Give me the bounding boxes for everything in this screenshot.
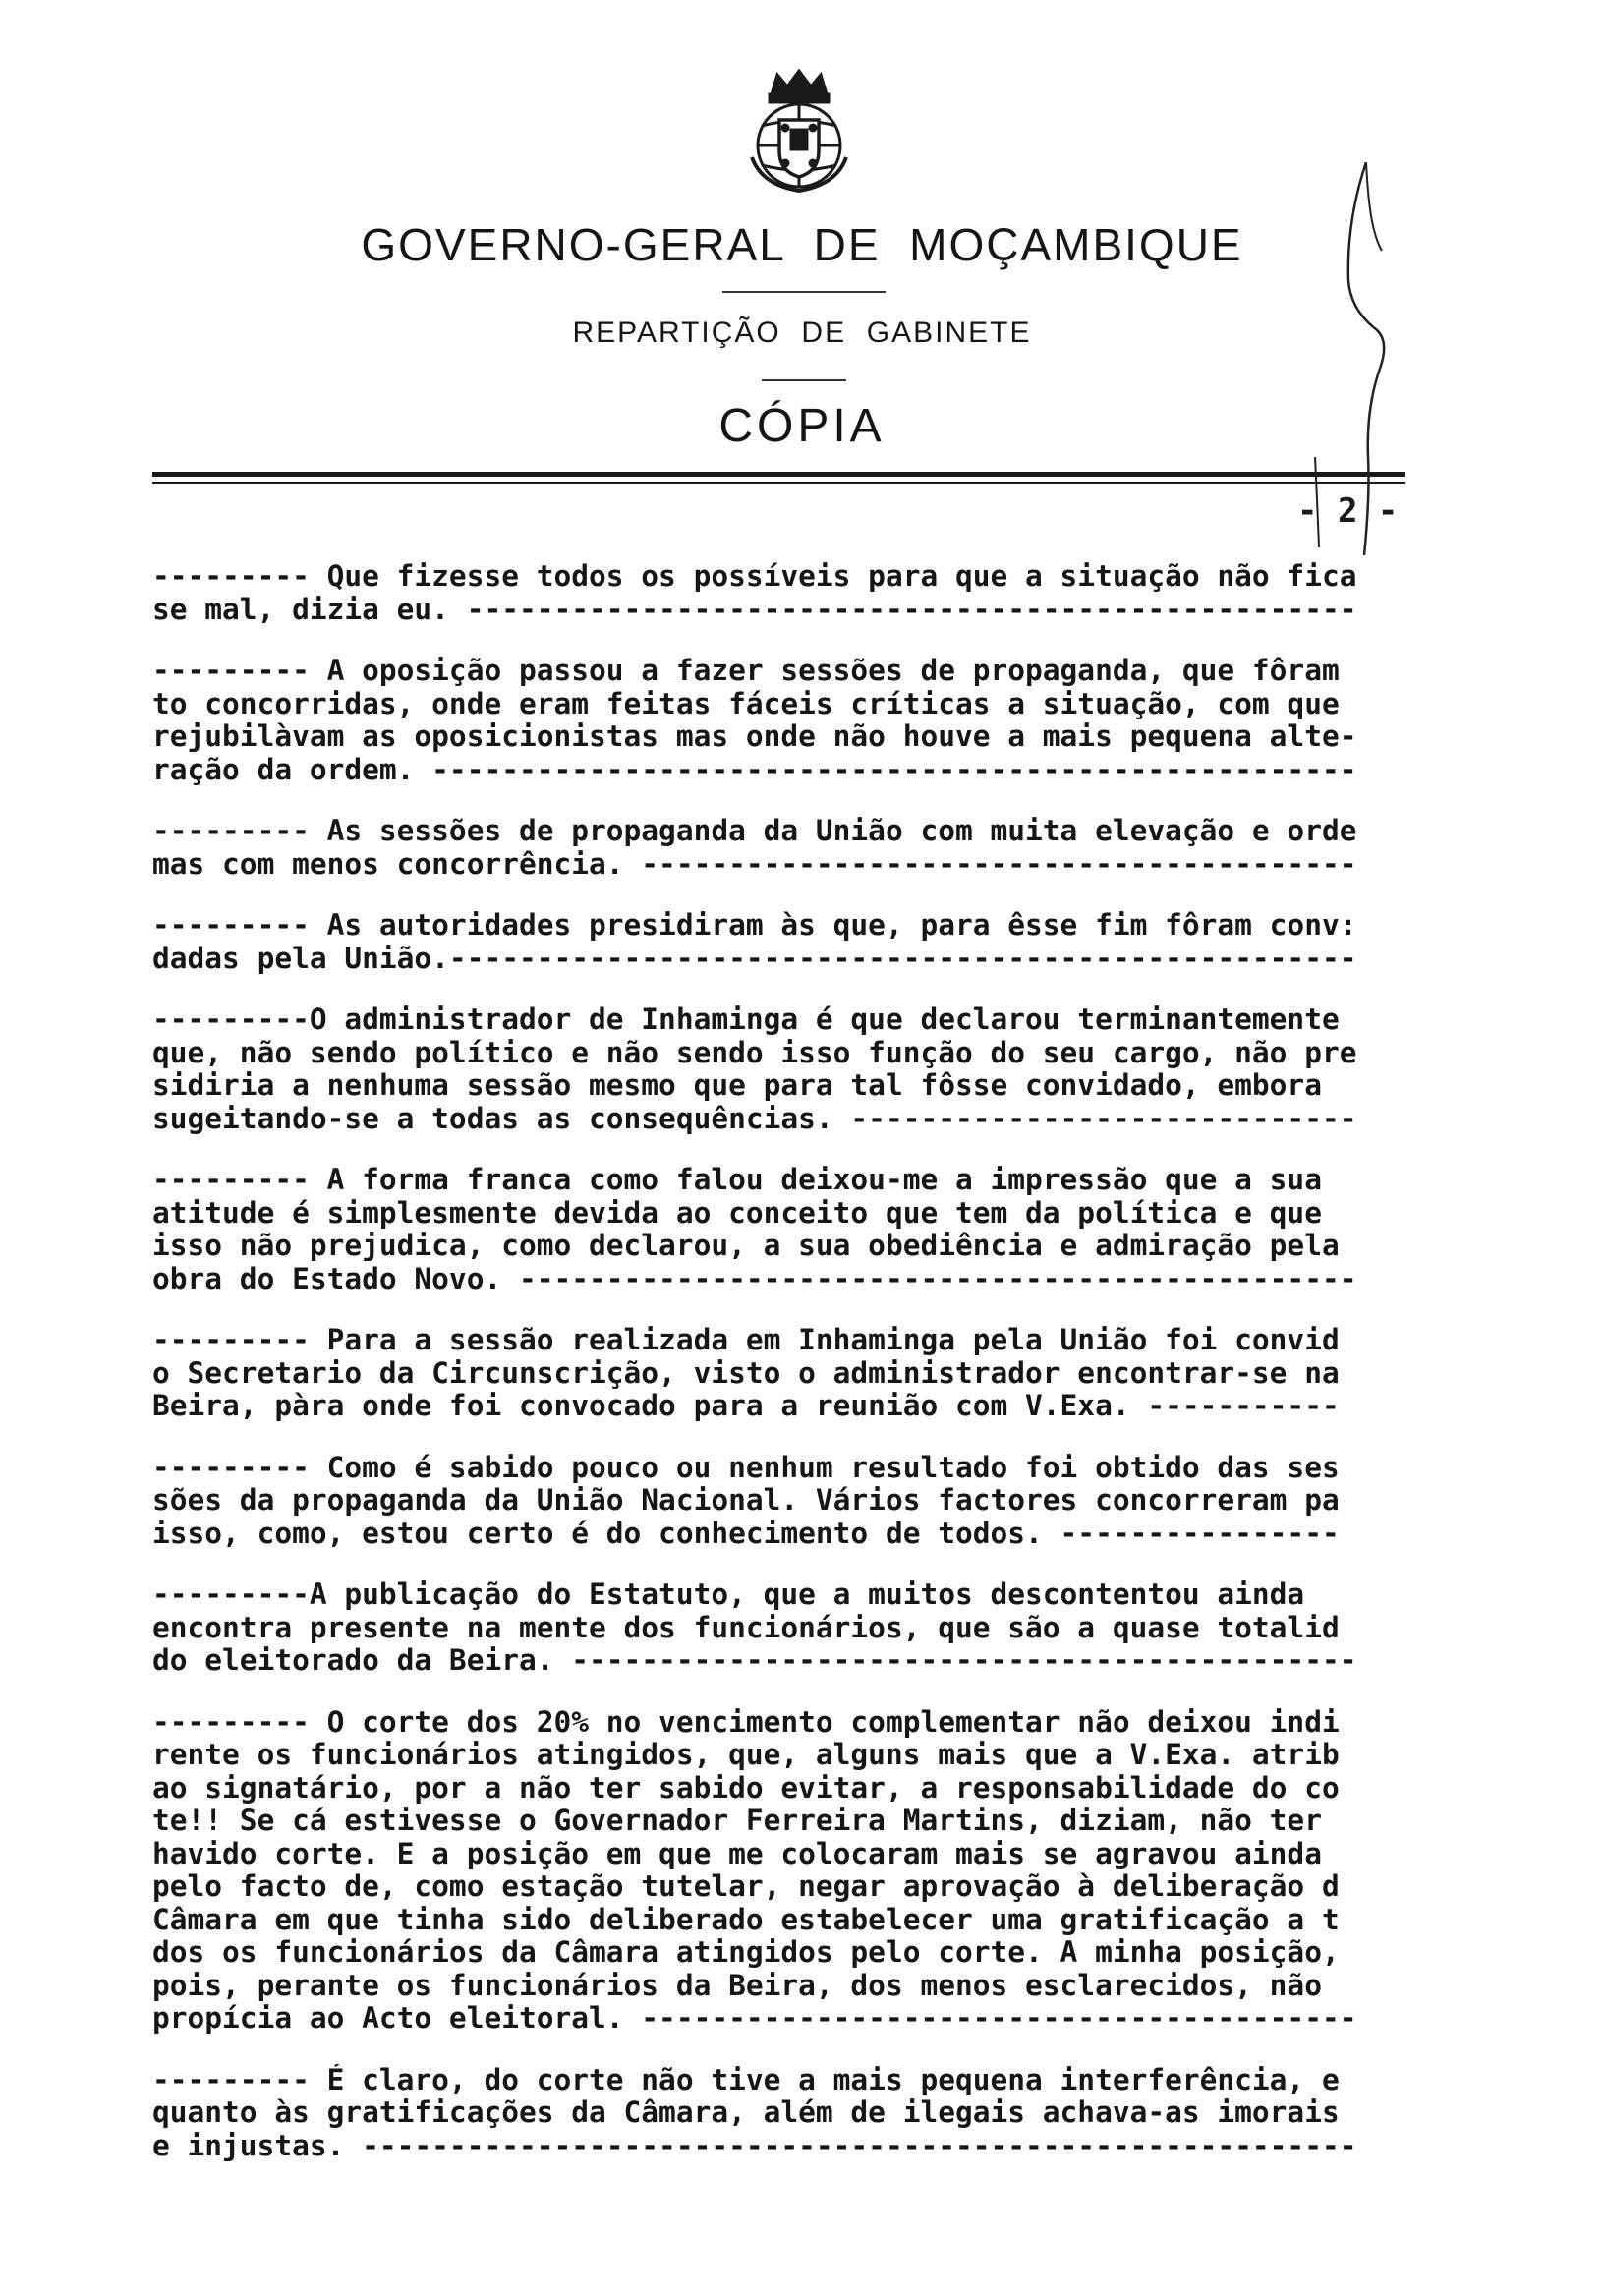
paragraph (152, 655, 1604, 786)
text-line: sugeitando-se a todas as consequências. ----------------------------- (152, 1102, 1357, 1135)
department-title: REPARTIÇÃO DE GABINETE (572, 316, 1032, 349)
text-line: isso, como, estou certo é do conhecimento de todos. ---------------- (152, 1517, 1340, 1550)
paragraph (152, 1578, 1604, 1678)
header-divider (722, 291, 886, 293)
paragraph (152, 909, 1604, 975)
text-line: dos os funcionários da Câmara atingidos pelo corte. A minha posição, (152, 1936, 1340, 1969)
government-title: GOVERNO-GERAL DE MOÇAMBIQUE (361, 219, 1243, 270)
text-line: mas com menos concorrência. ----------------------------------------- (152, 847, 1357, 881)
paragraph (152, 1004, 1604, 1135)
text-line: --------- O corte dos 20% no vencimento complementar não deixou indi (152, 1705, 1340, 1739)
text-line: rente os funcionários atingidos, que, alguns mais que a V.Exa. atrib (152, 1739, 1340, 1771)
text-line: se mal, dizia eu. --------------------------------------------------- (152, 593, 1357, 626)
text-line: --------- A oposição passou a fazer sessões de propaganda, que fôram (152, 655, 1340, 687)
page-number: - 2 - (1297, 491, 1399, 531)
paragraph (152, 1452, 1604, 1551)
header-rule-thin (152, 482, 1405, 484)
text-line: sões da propaganda da União Nacional. Vários factores concorreram pa (152, 1484, 1340, 1517)
text-line: que, não sendo político e não sendo isso função do seu cargo, não pre (152, 1036, 1357, 1069)
text-line: --------- As autoridades presidiram às que, para êsse fim fôram conv: (152, 909, 1357, 942)
text-line: pelo facto de, como estação tutelar, negar aprovação à deliberação d (152, 1870, 1340, 1903)
copy-label: CÓPIA (718, 400, 886, 452)
text-line: atitude é simplesmente devida ao conceito que tem da política e que (152, 1196, 1322, 1230)
text-line: quanto às gratificações da Câmara, além de ilegais achava-as imorais (152, 2096, 1340, 2129)
header-rule-thick (152, 472, 1405, 477)
text-line: to concorridas, onde eram feitas fáceis críticas a situação, com que (152, 687, 1340, 720)
text-line: e injustas. --------------------------------------------------------- (152, 2129, 1357, 2162)
text-line: Câmara em que tinha sido deliberado estabelecer uma gratificação a t (152, 1903, 1340, 1936)
text-line: sidiria a nenhuma sessão mesmo que para tal fôsse convidado, embora (152, 1069, 1322, 1102)
letter-body (152, 560, 1604, 2191)
text-line: dadas pela União.---------------------------------------------------- (152, 942, 1357, 975)
text-line: obra do Estado Novo. ------------------------------------------------ (152, 1262, 1357, 1295)
header-divider-small (762, 379, 846, 381)
text-line: rejubilàvam as oposicionistas mas onde não houve a mais pequena alte- (152, 720, 1357, 753)
text-line: Beira, pàra onde foi convocado para a reunião com V.Exa. ----------- (152, 1390, 1340, 1422)
text-line: ---------O administrador de Inhaminga é que declarou terminantemente (152, 1004, 1340, 1036)
text-line: o Secretario da Circunscrição, visto o administrador encontrar-se na (152, 1356, 1340, 1390)
paragraph (152, 2064, 1604, 2163)
paragraph (152, 1164, 1604, 1295)
paragraph (152, 1324, 1604, 1423)
text-line: te!! Se cá estivesse o Governador Ferreira Martins, diziam, não ter (152, 1805, 1322, 1837)
text-line: --------- Para a sessão realizada em Inhaminga pela União foi convid (152, 1324, 1340, 1356)
coat-of-arms-icon (742, 69, 856, 195)
text-line: --------- Que fizesse todos os possíveis para que a situação não fica (152, 560, 1357, 593)
text-line: encontra presente na mente dos funcionários, que são a quase totalid (152, 1611, 1340, 1644)
text-line: ao signatário, por a não ter sabido evitar, a responsabilidade do co (152, 1771, 1340, 1805)
paragraph (152, 560, 1604, 626)
text-line: do eleitorado da Beira. --------------------------------------------- (152, 1644, 1357, 1677)
text-line: havido corte. E a posição em que me colocaram mais se agravou ainda (152, 1837, 1322, 1870)
paragraph (152, 1706, 1604, 2036)
text-line: ração da ordem. ----------------------------------------------------- (152, 753, 1357, 786)
text-line: --------- Como é sabido pouco ou nenhum resultado foi obtido das ses (152, 1451, 1340, 1484)
text-line: propícia ao Acto eleitoral. ----------------------------------------- (152, 2002, 1357, 2035)
paragraph (152, 815, 1604, 881)
text-line: isso não prejudica, como declarou, a sua obediência e admiração pela (152, 1230, 1340, 1262)
text-line: pois, perante os funcionários da Beira, dos menos esclarecidos, não (152, 1969, 1322, 2002)
text-line: --------- É claro, do corte não tive a mais pequena interferência, e (152, 2063, 1340, 2096)
text-line: --------- A forma franca como falou deixou-me a impressão que a sua (152, 1164, 1322, 1196)
text-line: ---------A publicação do Estatuto, que a muitos descontentou ainda (152, 1578, 1305, 1611)
text-line: --------- As sessões de propaganda da União com muita elevação e orde (152, 815, 1357, 847)
